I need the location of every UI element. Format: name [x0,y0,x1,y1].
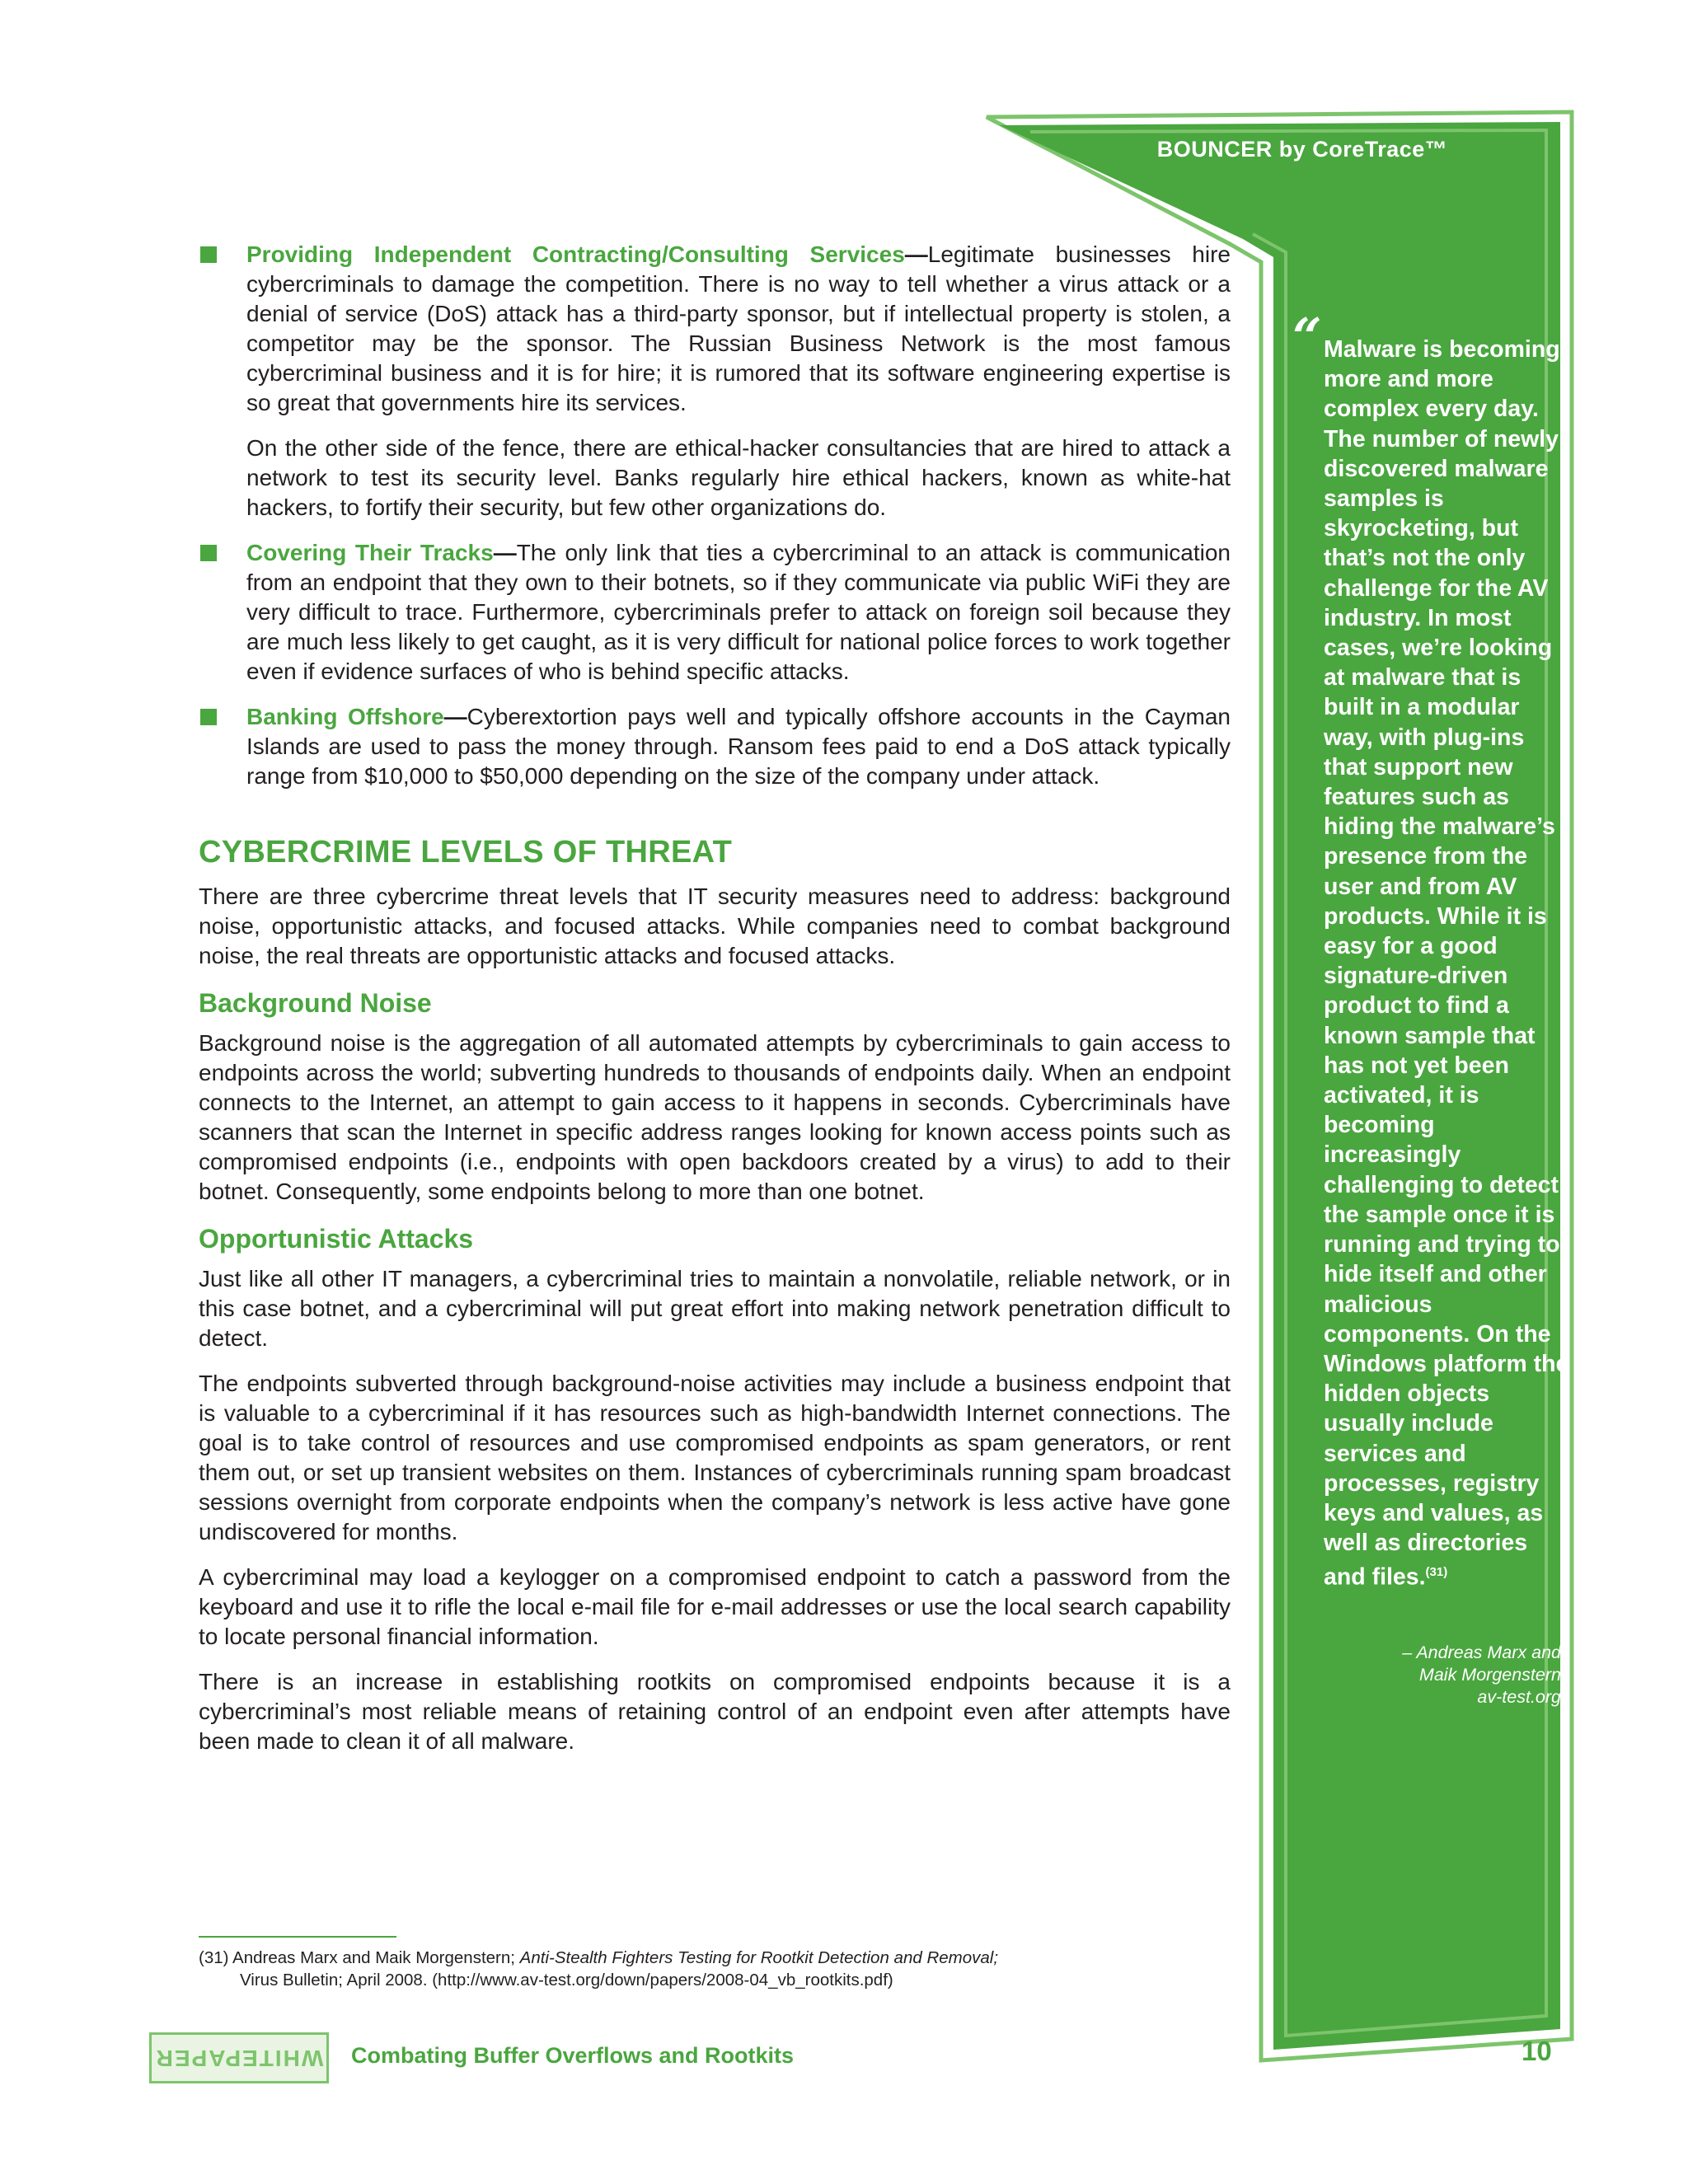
dash: — [904,241,928,267]
whitepaper-logo [149,2032,329,2083]
bullet-text: Legitimate businesses hire cybercriminals to damage the competition. There is no way to tell whether a virus attack or a denial of service (DoS) attack has a third-party sponsor, but if intellectual property is stolen, a competitor may be the sponsor. The Russian Business Network is the most famous cybercriminal business and it is for hire; it is rumored that its software engineering expertise is so great that governments hire its services. [246,241,1231,415]
quote-mark-icon: “ [1292,307,1322,367]
pull-quote [1324,335,1571,1592]
attribution-line: Maik Morgenstern [1418,1665,1561,1685]
footnote-line-2: Virus Bulletin; April 2008. (http://www.av-test.org/down/papers/2008-04_vb_rootkits.pdf) [240,1971,893,1990]
subheading-background-noise: Background Noise [199,988,432,1018]
bullet-lead: Providing Independent Contracting/Consulting Services [246,241,905,267]
footnote-title: Anti-Stealth Fighters Testing for Rootkit Detection and Removal; [519,1948,999,1967]
footnote [199,1947,1231,1991]
bullet-paragraph [246,538,1231,687]
opportunistic-paragraph-2: The endpoints subverted through background-noise activities may include a business endpoint that is valuable to a cybercriminal if it has resources such as high-bandwidth Internet connections. The goal is to take control of resources and use compromised endpoints as spam generators, or rent them out, or set up transient websites on them. Instances of cybercriminals running spam broadcast sessions overnight from corporate endpoints when the company’s network is less active have gone undiscovered for months. [199,1371,1231,1544]
bullet-paragraph [246,702,1231,791]
quote-reference: (31) [1425,1565,1448,1580]
bullet-square-icon [200,246,217,263]
bullet-list [199,240,1231,791]
bullet-square-icon [200,709,217,725]
attribution-line: – Andreas Marx and [1402,1643,1561,1662]
opportunistic-paragraph-1: Just like all other IT managers, a cybercriminal tries to maintain a nonvolatile, reliable network, or in this case botnet, and a cybercriminal will put great effort into making network penetration difficult to detect. [199,1266,1231,1351]
subheading-opportunistic-attacks: Opportunistic Attacks [199,1224,474,1254]
opportunistic-paragraph-4: There is an increase in establishing rootkits on compromised endpoints because it is a cybercriminal’s most reliable means of retaining control of an endpoint even after attempts have been made to clean it of all malware. [199,1669,1231,1754]
list-item [199,538,1231,687]
footer-title: Combating Buffer Overflows and Rootkits [351,2043,795,2068]
brand-title: BOUNCER by CoreTrace™ [1156,137,1448,162]
bullet-text: Cyberextortion pays well and typically offshore accounts in the Cayman Islands are used to pass the money through. Ransom fees paid to end a DoS attack typically range from $10,000 to $50,000 depending on the size of the company under attack. [246,704,1231,789]
footnote-divider [199,1936,396,1938]
footnote-line-1 [199,1947,1231,1969]
main-content [199,240,1231,1772]
attribution-line: av-test.org [1477,1687,1561,1707]
dash: — [493,540,517,565]
bullet-lead: Covering Their Tracks [246,540,494,565]
dash: — [443,704,467,729]
bullet-lead: Banking Offshore [246,704,444,729]
opportunistic-paragraph-3: A cybercriminal may load a keylogger on a compromised endpoint to catch a password from the keyboard and use it to rifle the local e-mail file for e-mail addresses or use the local search capability to locate personal financial information. [199,1564,1231,1649]
list-item [199,702,1231,791]
quote-attribution [1286,1642,1561,1708]
section-heading: CYBERCRIME LEVELS OF THREAT [199,835,733,869]
background-noise-paragraph: Background noise is the aggregation of all automated attempts by cybercriminals to gain access to endpoints across the world; subverting hundreds to thousands of endpoints daily. When an endpoint connects to the Internet, an attempt to gain access to it happens in seconds. Cybercriminals have scanners that scan the Internet in specific address ranges looking for known access points such as compromised endpoints (i.e., endpoints with open backdoors created by a virus) to add to their botnet. Consequently, some endpoints belong to more than one botnet. [199,1030,1231,1204]
footnote-prefix: (31) Andreas Marx and Maik Morgenstern; [199,1948,520,1967]
bullet-paragraph [246,240,1231,418]
page-number: 10 [1522,2036,1552,2066]
list-item [199,240,1231,523]
logo-text: WHITEPAPER [154,2046,324,2071]
section-intro: There are three cybercrime threat levels that IT security measures need to address: background noise, opportunistic attacks, and focused attacks. While companies need to combat background noise, the real threats are opportunistic attacks and focused attacks. [199,883,1231,968]
quote-text: Malware is becoming more and more complex every day. The number of newly discovered malware samples is skyrocketing, but that’s not the only challenge for the AV industry. In most cases, we’re looking at malware that is built in a modular way, with plug-ins that support new features such as hiding the malware’s presence from the user and from AV products. While it is easy for a good signature-driven product to find a known sample that has not yet been activated, it is becoming increasingly challenging to detect the sample once it is running and trying to hide itself and other malicious components. On the Windows platform the hidden objects usually include services and processes, registry keys and values, as well as directories and files. [1324,336,1569,1591]
bullet-text: The only link that ties a cybercriminal to an attack is communication from an endpoint that they own to their botnets, so if they communicate via public WiFi they are very difficult to trace. Furthermore, cybercriminals prefer to attack on foreign soil because they are much less likely to get caught, as it is very difficult for national police forces to work together even if evidence surfaces of who is behind specific attacks. [246,540,1231,684]
bullet-square-icon [200,545,217,561]
bullet-extra-paragraph: On the other side of the fence, there are ethical-hacker consultancies that are hired to attack a network to test its security level. Banks regularly hire ethical hackers, known as white-hat hackers, to fortify their security, but few other organizations do. [246,435,1231,520]
